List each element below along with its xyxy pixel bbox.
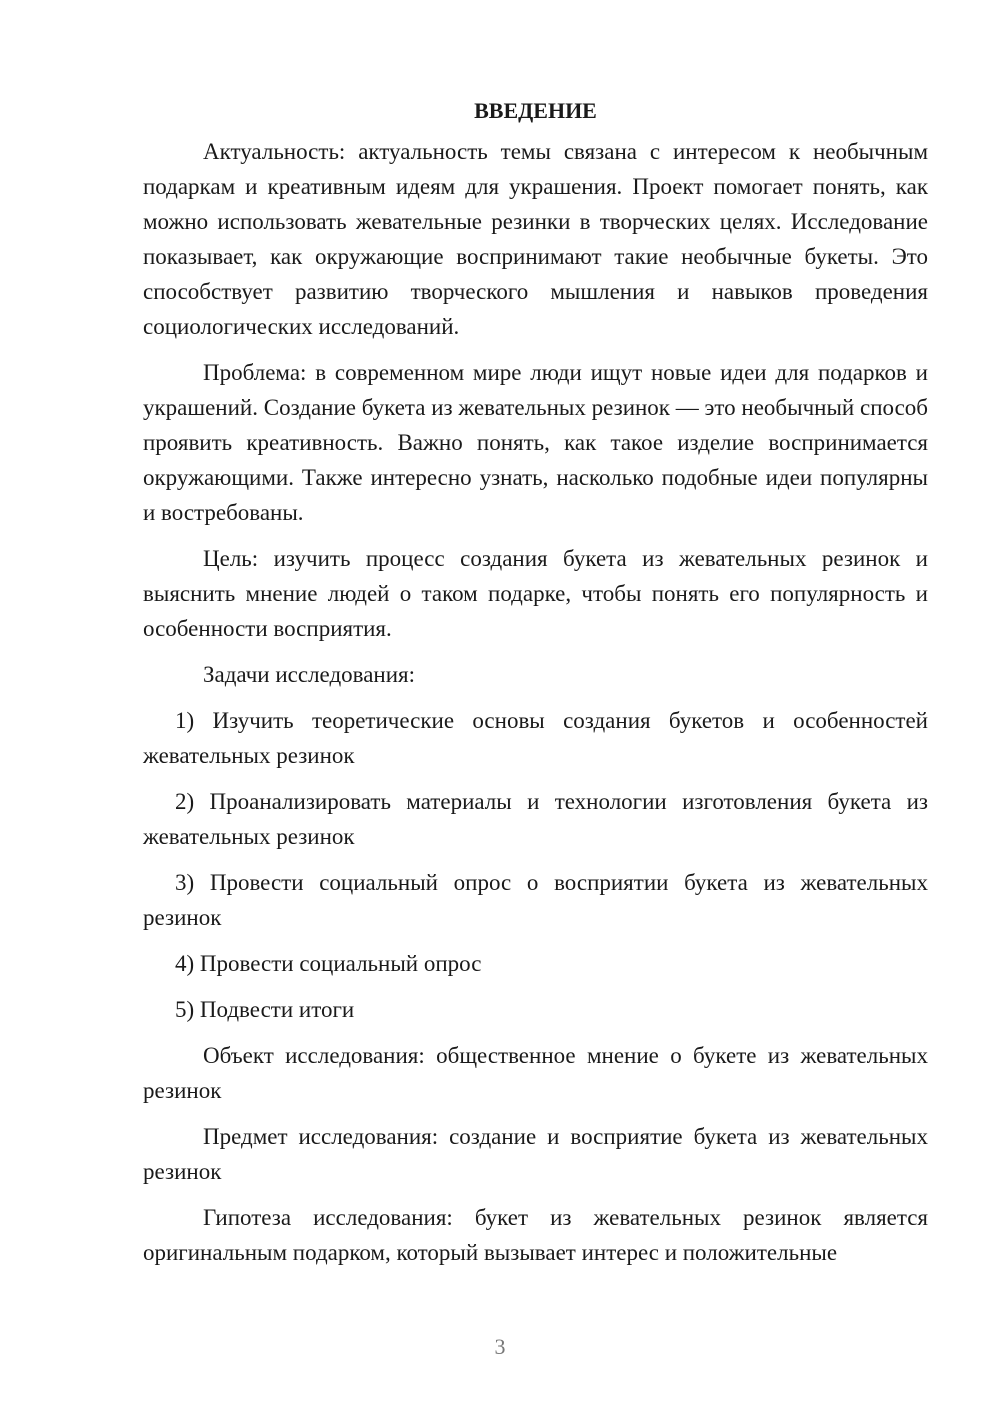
section-title: ВВЕДЕНИЕ (474, 98, 597, 123)
paragraph-tasks-heading: Задачи исследования: (203, 662, 416, 687)
document-page (143, 96, 928, 1281)
task-item: 4) Провести социальный опрос (175, 951, 482, 976)
paragraph-subject: Предмет исследования: создание и восприятие букета из жевательных резинок (143, 1124, 928, 1184)
paragraph-goal: Цель: изучить процесс создания букета из жевательных резинок и выяснить мнение людей о таком подарке, чтобы понять его популярность и особенности восприятия. (143, 546, 928, 641)
task-item: 1) Изучить теоретические основы создания букетов и особенностей жевательных резинок (143, 708, 928, 768)
task-item: 5) Подвести итоги (175, 997, 355, 1022)
task-item: 2) Проанализировать материалы и технологии изготовления букета из жевательных резинок (143, 789, 928, 849)
paragraph-hypothesis: Гипотеза исследования: букет из жевательных резинок является оригинальным подарком, который вызывает интерес и положительные (143, 1205, 928, 1265)
page-number: 3 (494, 1334, 506, 1359)
paragraph-problem: Проблема: в современном мире люди ищут новые идеи для подарков и украшений. Создание букета из жевательных резинок — это необычный способ проявить креативность. Важно понять, как такое изделие воспринимается окружающими. Также интересно узнать, насколько подобные идеи популярны и востребованы. (143, 360, 928, 525)
paragraph-relevance: Актуальность: актуальность темы связана с интересом к необычным подаркам и креативным идеям для украшения. Проект помогает понять, как можно использовать жевательные резинки в творческих целях. Исследование показывает, как окружающие воспринимают такие необычные букеты. Это способствует развитию творческого мышления и навыков проведения социологических исследований. (143, 139, 928, 339)
task-item: 3) Провести социальный опрос о восприятии букета из жевательных резинок (143, 870, 928, 930)
paragraph-object: Объект исследования: общественное мнение о букете из жевательных резинок (143, 1043, 928, 1103)
